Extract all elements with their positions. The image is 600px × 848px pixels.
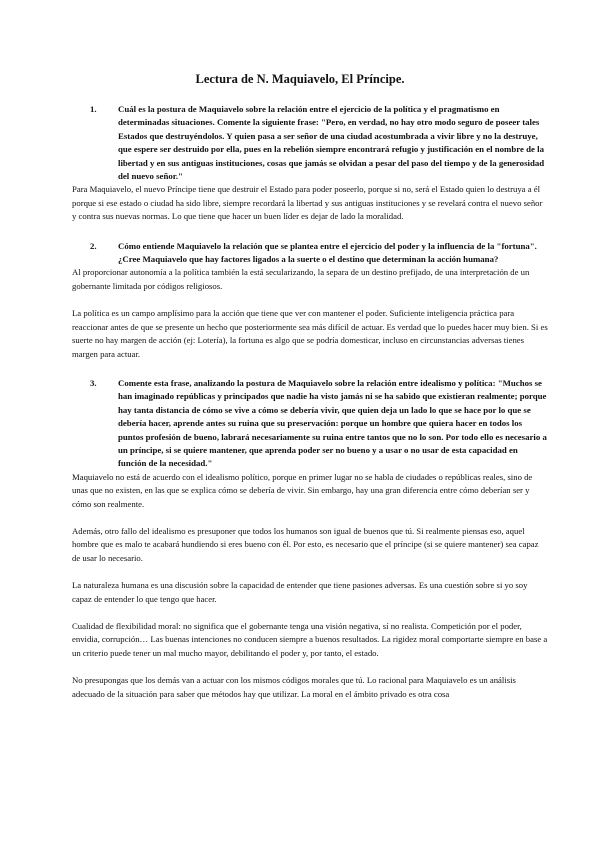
question-text: Comente esta frase, analizando la postura de Maquiavelo sobre la relación entre idealismo y política: "Muchos se han imaginado repúblicas y principados que nadie ha visto jamás ni se ha sabido que existieran realmente; porque hay tanta distancia de cómo se vive a cómo se debería vivir, que quien deja un lado lo que se hace por lo que se debería hacer, aprende antes su ruina que su preservación: porque un hombre que quiera hacer en todos los puntos profesión de bueno, labrará necesariamente su ruina entre tantos que no lo son. Por todo ello es necesario a un príncipe, si se quiere mantener, que aprenda poder ser no bueno y a usar o no usar de esta capacidad en función de la necesidad." bbox=[118, 377, 547, 469]
document-title: Lectura de N. Maquiavelo, El Príncipe. bbox=[195, 72, 405, 86]
question-number: 3. bbox=[90, 377, 97, 388]
question-text: Cómo entiende Maquiavelo la relación que se plantea entre el ejercicio del poder y la influencia de la "fortuna". ¿Cree Maquiavelo que hay factores ligados a la suerte o el destino que determinan la acción humana? bbox=[118, 240, 537, 265]
answer-3-paragraph-5: No presupongas que los demás van a actuar con los mismos códigos morales que tú. Lo racional para Maquiavelo es un análisis adecuado de la situación para saber que métodos hay que utilizar. La moral en el ámbito privado es otra cosa bbox=[72, 675, 516, 699]
answer-2-paragraph-1: Al proporcionar autonomía a la política también la está secularizando, la separa de un destino prefijado, de una interpretación de un gobernante limitada por códigos religiosos. bbox=[72, 267, 530, 291]
question-1 bbox=[72, 103, 548, 183]
question-2 bbox=[72, 240, 548, 267]
answer-3-paragraph-4: Cualidad de flexibilidad moral: no significa que el gobernante tenga una visión negativa, sí no realista. Competición por el poder, envidia, corrupción… Las buenas intenciones no conducen siempre a buenos resultados. La rigidez moral comportarte siempre en base a un criterio puede tener un mal mucho mayor, debilitando el poder y, por tanto, el estado. bbox=[72, 621, 548, 658]
question-text: Cuál es la postura de Maquiavelo sobre la relación entre el ejercicio de la política y el pragmatismo en determinadas situaciones. Comente la siguiente frase: "Pero, en verdad, no hay otro modo seguro de poseer tales Estados que destruyéndolos. Y quien pasa a ser señor de una ciudad acostumbrada a vivir libre y no la destruye, que espere ser destruido por ella, pues en la rebelión siempre encontrará refugio y justificación en el nombre de la libertad y en sus antiguas instituciones, cosas que jamás se olvidan a pesar del paso del tiempo y de la generosidad del nuevo señor." bbox=[118, 104, 545, 182]
question-number: 2. bbox=[90, 240, 97, 251]
answer-3-paragraph-1: Maquiavelo no está de acuerdo con el idealismo político, porque en primer lugar no se habla de ciudades o repúblicas reales, sino de unas que no existen, en las que se explica cómo se debería de vivir. Sin embargo, hay una gran diferencia entre cómo deberían ser y cómo son realmente. bbox=[72, 471, 533, 509]
question-number: 1. bbox=[90, 104, 97, 114]
answer-3-paragraph-3: La naturaleza humana es una discusión sobre la capacidad de entender que tiene pasiones adversas. Es una cuestión sobre si yo soy capaz de entender lo que tengo que hacer. bbox=[72, 580, 528, 604]
answer-1: Para Maquiavelo, el nuevo Príncipe tiene que destruir el Estado para poder poseerlo, porque si no, será el Estado quien lo destruya a él porque si ese estado o ciudad ha sido libre, siempre recordará la libertad y sus antiguas instituciones y se revelará contra el nuevo señor y contra sus nuevas normas. Lo que tiene que hacer un buen líder es dejar de lado la moralidad. bbox=[72, 184, 543, 222]
document-body bbox=[72, 103, 548, 701]
question-3 bbox=[72, 377, 548, 471]
answer-3-paragraph-2: Además, otro fallo del idealismo es presuponer que todos los humanos son igual de buenos que tú. Si realmente piensas eso, aquel hombre que es malo te acabará hundiendo si eres bueno con él. Por esto, es necesario que el príncipe (si se quiere mantener) sea capaz de usar lo necesario. bbox=[72, 525, 539, 563]
answer-2-paragraph-2: La política es un campo amplísimo para la acción que tiene que ver con mantener el poder. Suficiente inteligencia práctica para reaccionar antes de que se presente un hecho que posteriormente sea más difícil de actuar. Es verdad que lo puedes hacer muy bien. Si es suerte no hay margen de acción (ej: Lotería), la fortuna es algo que se podría domesticar, incluso en circunstancias adversas tienes margen para actuar. bbox=[72, 308, 548, 359]
